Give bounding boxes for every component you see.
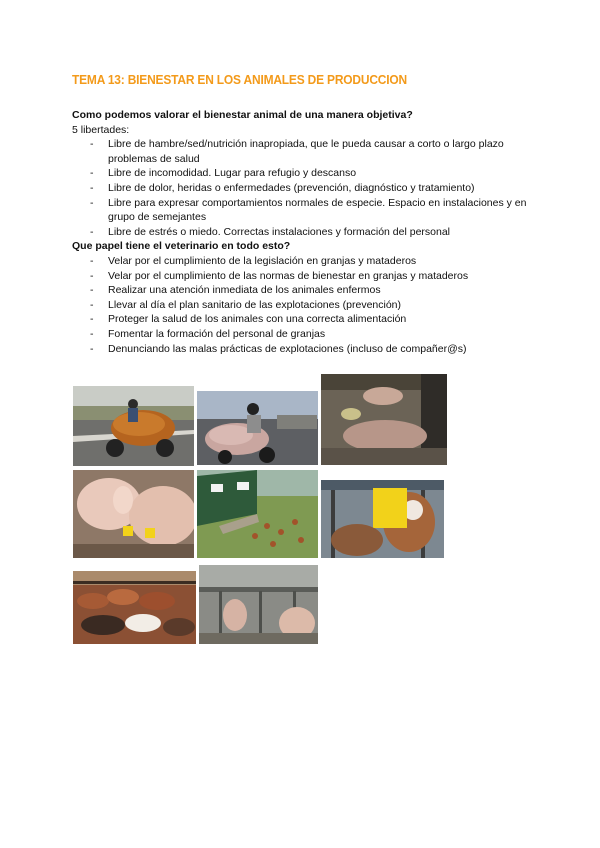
list-item: - Libre de incomodidad. Lugar para refugio y descanso — [72, 166, 532, 181]
list-item: - Denunciando las malas prácticas de explotaciones (incluso de compañer@s) — [72, 342, 532, 357]
document-body — [72, 108, 532, 356]
list-item: - Libre para expresar comportamientos normales de especie. Espacio en instalaciones y en grupo de semejantes — [72, 196, 532, 225]
list-item: - Fomentar la formación del personal de granjas — [72, 327, 532, 342]
libertades-list — [72, 137, 532, 239]
cow-with-yellow-tag-photo — [321, 480, 444, 558]
question-2: Que papel tiene el veterinario en todo esto? — [72, 240, 291, 253]
list-item: - Velar por el cumplimiento de la legislación en granjas y mataderos — [72, 254, 532, 269]
list-item: - Libre de estrés o miedo. Correctas instalaciones y formación del personal — [72, 225, 532, 240]
veterinario-list — [72, 254, 532, 356]
intro-text: 5 libertades: — [72, 123, 130, 136]
list-item: - Llevar al día el plan sanitario de las explotaciones (prevención) — [72, 298, 532, 313]
cattle-in-corral-photo — [73, 571, 196, 644]
list-item: - Velar por el cumplimiento de las normas de bienestar en granjas y mataderos — [72, 269, 532, 284]
page-title: TEMA 13: BIENESTAR EN LOS ANIMALES DE PRODUCCION — [72, 72, 407, 87]
free-range-chickens-photo — [197, 470, 318, 558]
list-item: - Libre de dolor, heridas o enfermedades (prevención, diagnóstico y tratamiento) — [72, 181, 532, 196]
pigs-in-crates-photo — [199, 565, 318, 644]
list-item: - Realizar una atención inmediata de los animales enfermos — [72, 283, 532, 298]
list-item: - Proteger la salud de los animales con una correcta alimentación — [72, 312, 532, 327]
pig-with-ear-tags-photo — [73, 470, 194, 558]
motorcycle-carrying-chickens-photo — [73, 386, 194, 466]
pigs-in-pen-photo — [321, 374, 447, 465]
question-1: Como podemos valorar el bienestar animal de una manera objetiva? — [72, 109, 413, 121]
list-item: - Libre de hambre/sed/nutrición inapropiada, que le pueda causar a corto o largo plazo problemas de salud — [72, 137, 532, 166]
motorcycle-carrying-pigs-photo — [197, 391, 318, 465]
